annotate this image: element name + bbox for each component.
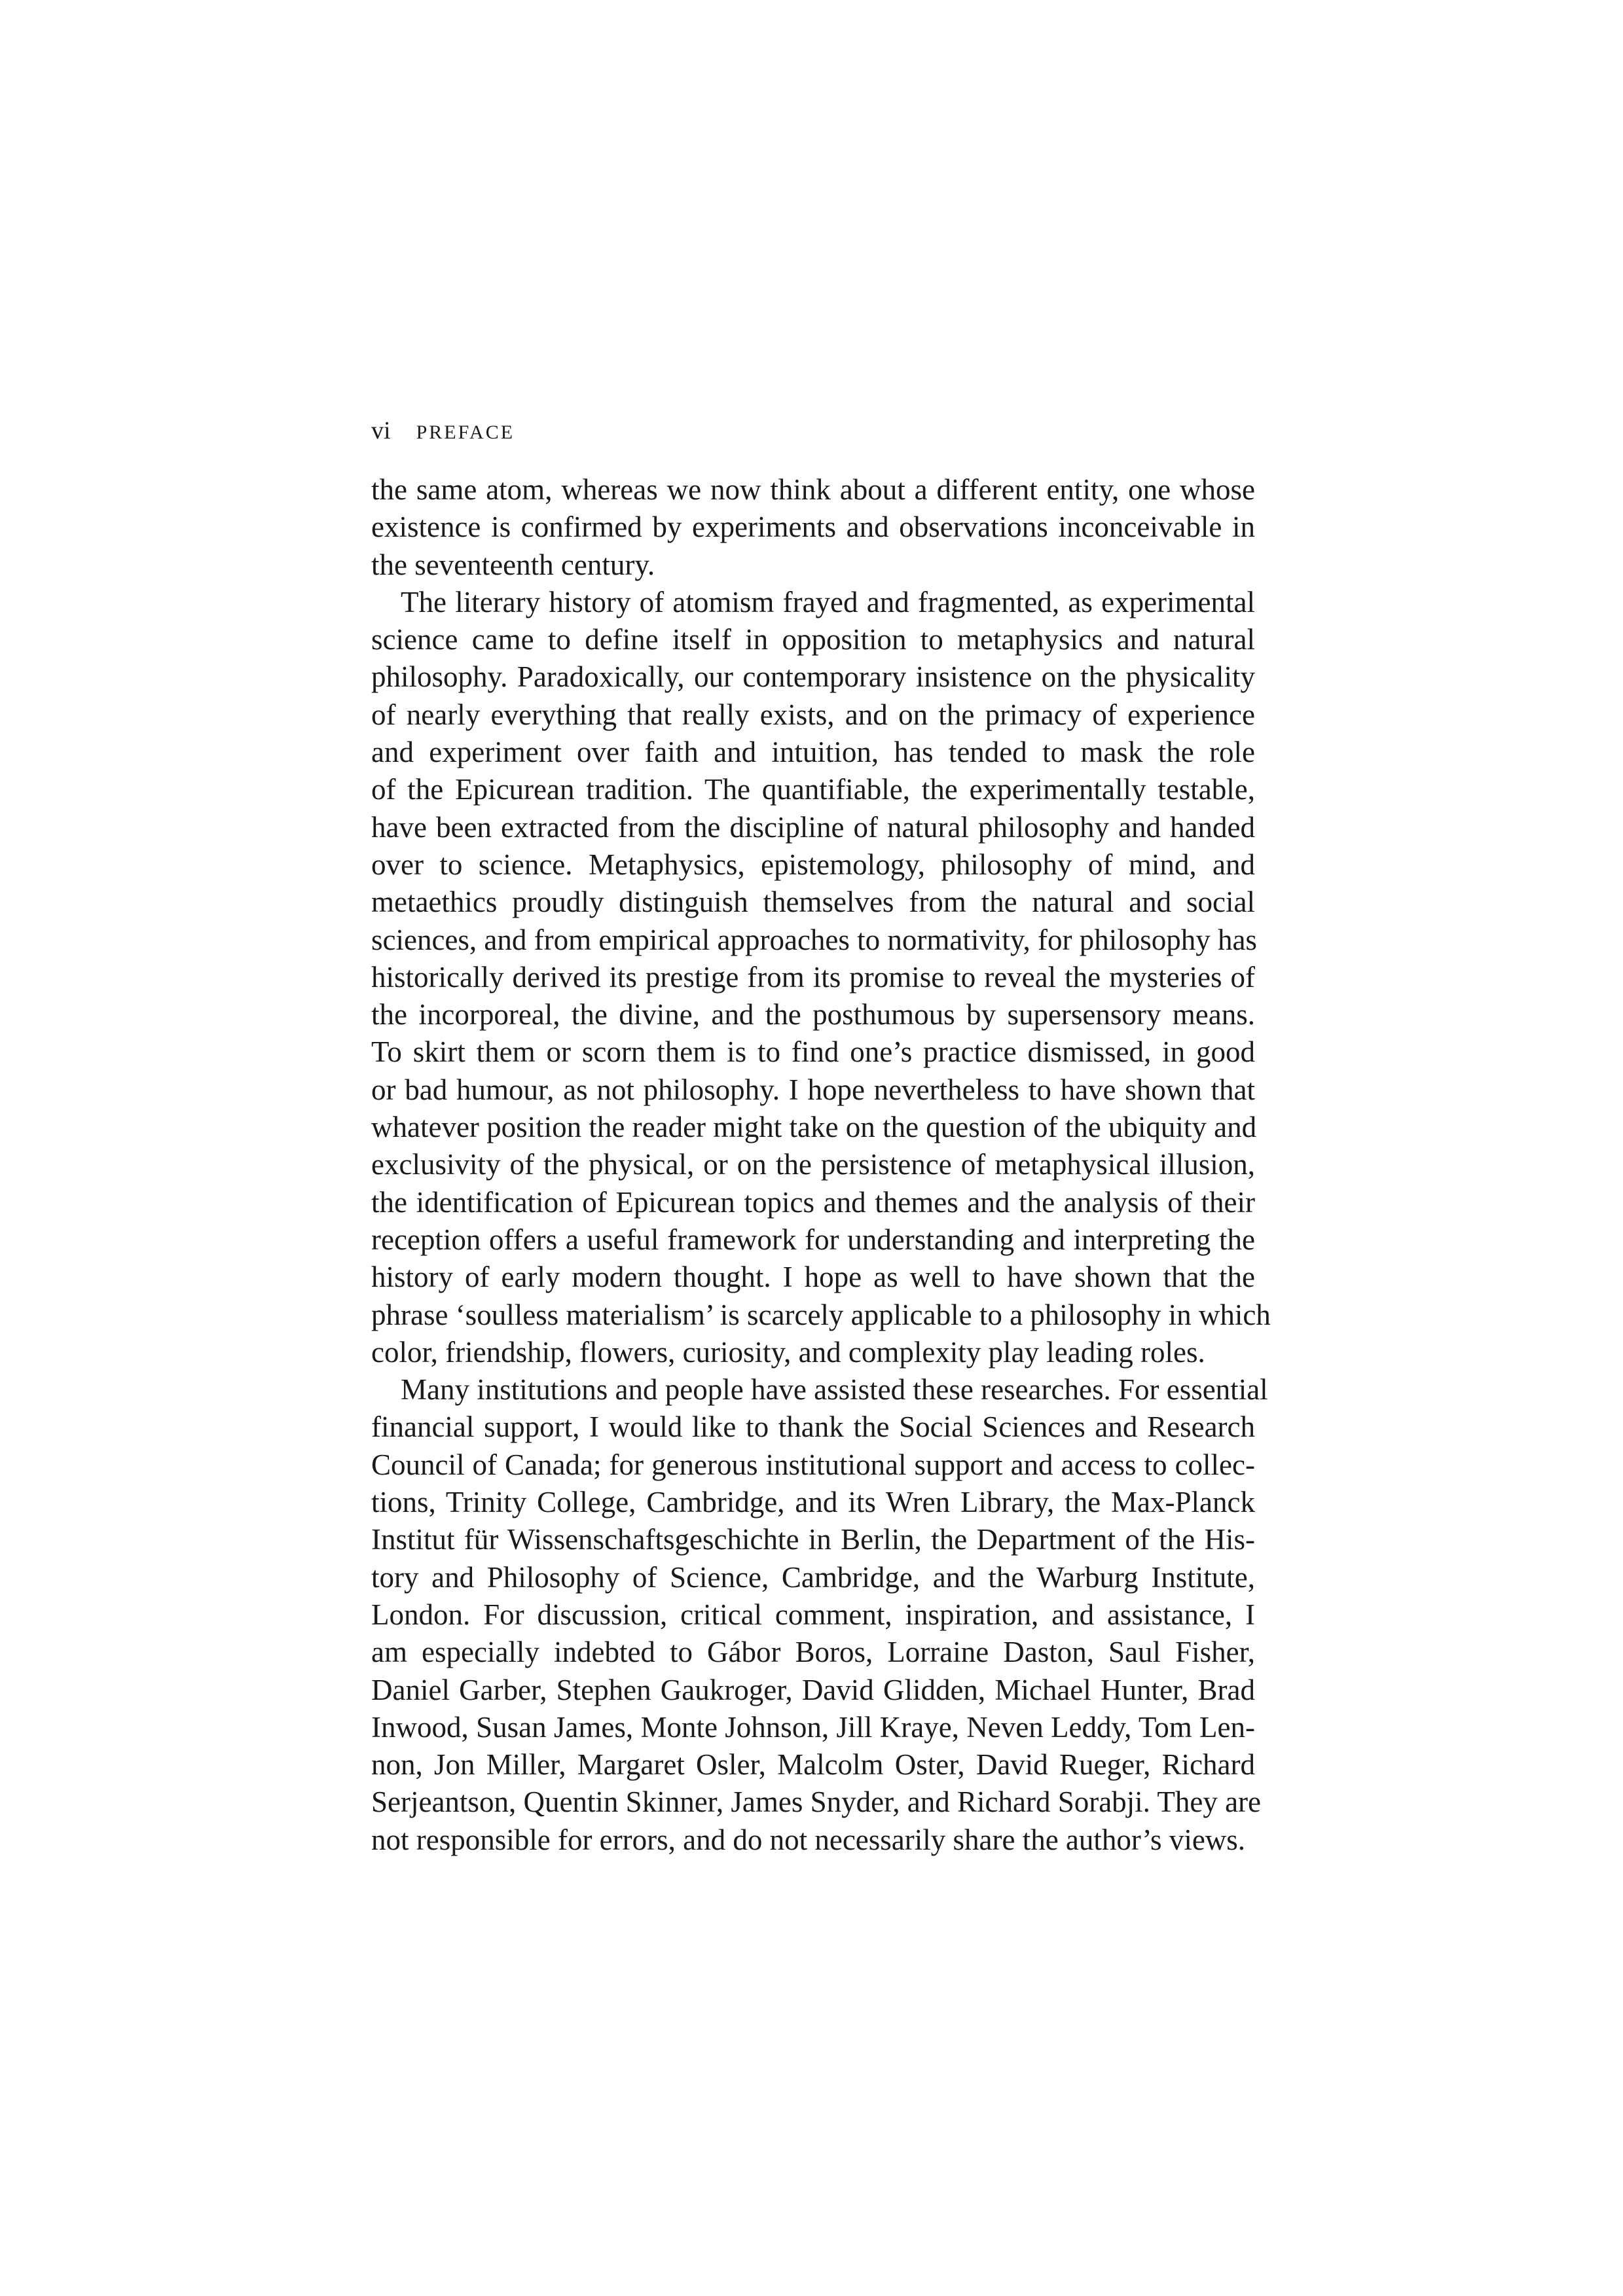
paragraph bbox=[371, 1371, 1268, 1859]
text-line: Serjeantson, Quentin Skinner, James Snyder, and Richard Sorabji. They are bbox=[371, 1785, 1262, 1819]
text-line: financial support, I would like to thank the Social Sciences and Research bbox=[371, 1410, 1255, 1444]
text-line: non, Jon Miller, Margaret Osler, Malcolm Oster, David Rueger, Richard bbox=[371, 1748, 1255, 1782]
running-head-title: PREFACE bbox=[416, 422, 515, 443]
text-line: phrase ‘soulless materialism’ is scarcely applicable to a philosophy in which bbox=[371, 1298, 1271, 1331]
text-line: or bad humour, as not philosophy. I hope nevertheless to have shown that bbox=[371, 1073, 1255, 1106]
page-number: vi bbox=[371, 417, 391, 444]
text-line: of the Epicurean tradition. The quantifiable, the experimentally testable, bbox=[371, 773, 1255, 806]
text-line: exclusivity of the physical, or on the persistence of metaphysical illusion, bbox=[371, 1148, 1255, 1181]
text-line: over to science. Metaphysics, epistemology, philosophy of mind, and bbox=[371, 848, 1255, 881]
text-line: have been extracted from the discipline of natural philosophy and handed bbox=[371, 810, 1255, 844]
text-line: The literary history of atomism frayed and fragmented, as experimental bbox=[401, 585, 1255, 619]
text-line: the incorporeal, the divine, and the posthumous by supersensory means. bbox=[371, 998, 1255, 1031]
text-line: metaethics proudly distinguish themselves from the natural and social bbox=[371, 886, 1255, 919]
text-line: color, friendship, flowers, curiosity, and complexity play leading roles. bbox=[371, 1335, 1205, 1369]
running-head bbox=[371, 415, 1255, 448]
text-line: Inwood, Susan James, Monte Johnson, Jill Kraye, Neven Leddy, Tom Len- bbox=[371, 1710, 1255, 1744]
paragraph bbox=[371, 584, 1271, 1371]
text-line: science came to define itself in opposition to metaphysics and natural bbox=[371, 623, 1255, 656]
text-line: not responsible for errors, and do not necessarily share the author’s views. bbox=[371, 1823, 1246, 1856]
text-line: tory and Philosophy of Science, Cambridge, and the Warburg Institute, bbox=[371, 1560, 1255, 1594]
text-line: existence is confirmed by experiments and observations inconceivable in bbox=[371, 511, 1255, 544]
text-line: To skirt them or scorn them is to find one’s practice dismissed, in good bbox=[371, 1035, 1255, 1069]
text-line: reception offers a useful framework for understanding and interpreting the bbox=[371, 1223, 1255, 1256]
text-line: historically derived its prestige from its promise to reveal the mysteries of bbox=[371, 960, 1255, 994]
text-line: of nearly everything that really exists, and on the primacy of experience bbox=[371, 698, 1255, 731]
text-line: whatever position the reader might take on the question of the ubiquity and bbox=[371, 1111, 1257, 1144]
paragraph bbox=[371, 471, 1255, 584]
text-line: Council of Canada; for generous institutional support and access to collec- bbox=[371, 1448, 1255, 1481]
text-line: Institut für Wissenschaftsgeschichte in Berlin, the Department of the His- bbox=[371, 1523, 1255, 1556]
text-line: tions, Trinity College, Cambridge, and its Wren Library, the Max-Planck bbox=[371, 1486, 1255, 1519]
body-text bbox=[371, 471, 1271, 1859]
text-line: London. For discussion, critical comment, inspiration, and assistance, I bbox=[371, 1598, 1255, 1631]
text-line: and experiment over faith and intuition, has tended to mask the role bbox=[371, 736, 1255, 769]
text-line: sciences, and from empirical approaches to normativity, for philosophy has bbox=[371, 923, 1257, 956]
text-line: Many institutions and people have assisted these researches. For essential bbox=[401, 1373, 1268, 1407]
text-line: philosophy. Paradoxically, our contemporary insistence on the physicality bbox=[371, 660, 1255, 694]
text-line: history of early modern thought. I hope as well to have shown that the bbox=[371, 1261, 1255, 1294]
text-line: the identification of Epicurean topics and themes and the analysis of their bbox=[371, 1185, 1255, 1219]
text-line: am especially indebted to Gábor Boros, Lorraine Daston, Saul Fisher, bbox=[371, 1636, 1255, 1669]
text-line: the seventeenth century. bbox=[371, 548, 655, 581]
text-line: Daniel Garber, Stephen Gaukroger, David Glidden, Michael Hunter, Brad bbox=[371, 1673, 1255, 1706]
text-line: the same atom, whereas we now think about a different entity, one whose bbox=[371, 473, 1255, 506]
